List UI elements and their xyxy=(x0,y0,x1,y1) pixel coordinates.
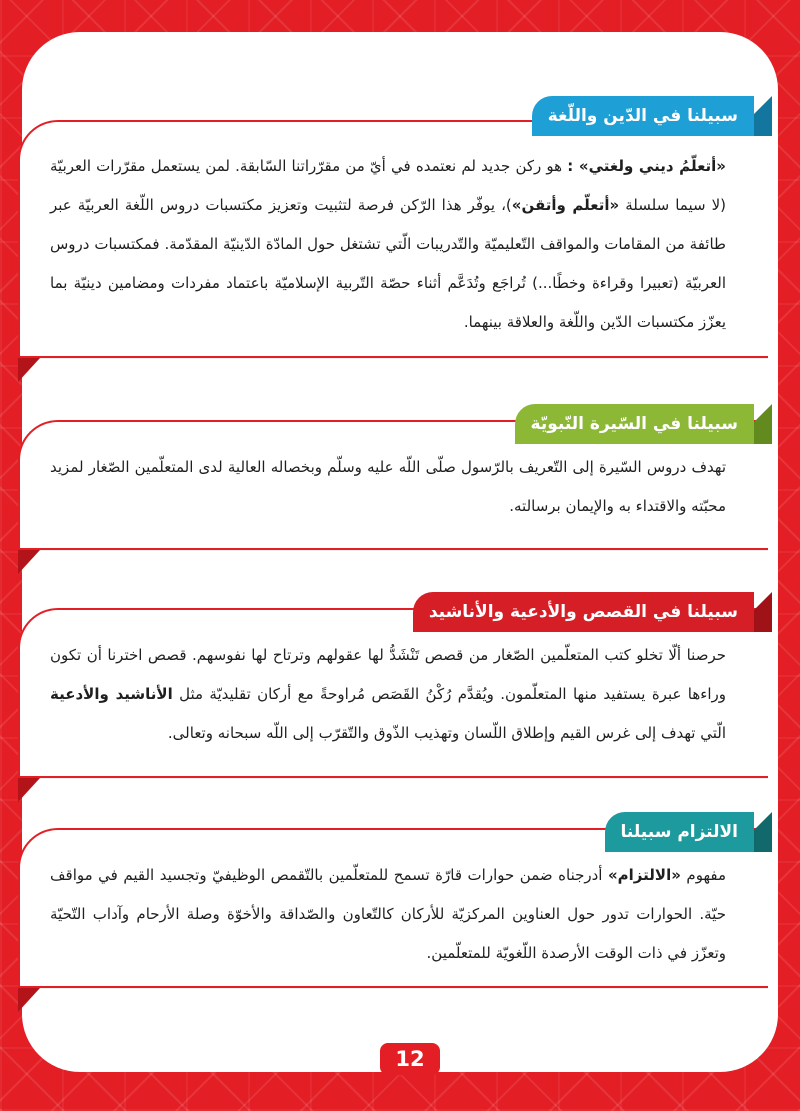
section-stories-prayers-songs xyxy=(18,608,768,778)
section-religion-language xyxy=(18,120,768,358)
section-prophet-biography-text: تهدف دروس السّيرة إلى التّعريف بالرّسول صلّى اللّه عليه وسلّم وبخصاله العالية لدى المتعلّمين الصّغار لمزيد محبّته والاقتداء به والإيمان برسالته. xyxy=(50,458,726,515)
tab-commitment xyxy=(605,812,754,852)
series-name: «أتعلّم وأتقن» xyxy=(511,196,620,214)
section-commitment xyxy=(18,828,768,988)
tab-religion-language xyxy=(532,96,754,136)
songs-prayers-term: الأناشيد والأدعية xyxy=(50,685,173,703)
section-commitment-text: مفهوم «الالتزام» أدرجناه ضمن حوارات قارّة تسمح للمتعلّمين بالتّقمص الوظيفيّ وتجسيد القيم في مواقف حيّة. الحوارات تدور حول العناوين المركزيّة للأركان كالتّعاون والصّداقة والأخوّة وصلة الأرحام وآداب التّحيّة وتعزّز في ذات الوقت الأرصدة اللّغويّة للمتعلّمين. xyxy=(50,866,726,962)
tab-stories-prayers-songs xyxy=(413,592,754,632)
tab-prophet-biography xyxy=(515,404,754,444)
section-stories-prayers-songs-text: حرصنا ألّا تخلو كتب المتعلّمين الصّغار من قصص تَنْشَدُّ لها عقولهم وترتاح لها نفوسهم. قصص اخترنا أن تكون وراءها عبرة يستفيد منها المتعلّمون. ويُقدَّم رُكْنُ القَصَص مُراوحةً مع أركان تقليديّة مثل الأناشيد والأدعية الّتي تهدف إلى غرس القيم وإطلاق اللّسان وتهذيب الذّوق والتّقرّب إلى اللّه سبحانه وتعالى. xyxy=(50,646,726,742)
tab-prophet-biography-label: سبيلنا في السّيرة النّبويّة xyxy=(530,414,738,434)
tab-stories-prayers-songs-label: سبيلنا في القصص والأدعية والأناشيد xyxy=(428,602,738,622)
tab-commitment-label: الالتزام سبيلنا xyxy=(620,822,738,842)
commitment-term: «الالتزام» xyxy=(607,866,681,884)
intro-term: «أتعلّمُ ديني ولغتي» : xyxy=(567,157,726,175)
page-number: 12 xyxy=(380,1043,440,1075)
section-religion-language-text: «أتعلّمُ ديني ولغتي» : هو ركن جديد لم نعتمده في أيّ من مقرّراتنا السّابقة. لمن يستعمل مقرّرات العربيّة (لا سيما سلسلة «أتعلّم وأتقن»)، يوفّر هذا الرّكن فرصة لتثبيت وتعزيز مكتسبات دروس اللّغة العربيّة عبر طائفة من المقامات والمواقف التّعليميّة والتّدريبات الّتي تشتغل حول المادّة الدّينيّة المقدّمة. فمكتسبات دروس العربيّة (تعبيرا وقراءة وخطًا...) تُراجَع وتُدَعَّم أثناء حصّة التّربية الإسلاميّة باعتماد مفردات ومضامين دينيّة بما يعزّز مكتسبات الدّين واللّغة والعلاقة بينهما. xyxy=(50,157,726,331)
tab-religion-language-label: سبيلنا في الدّين واللّغة xyxy=(547,106,738,126)
